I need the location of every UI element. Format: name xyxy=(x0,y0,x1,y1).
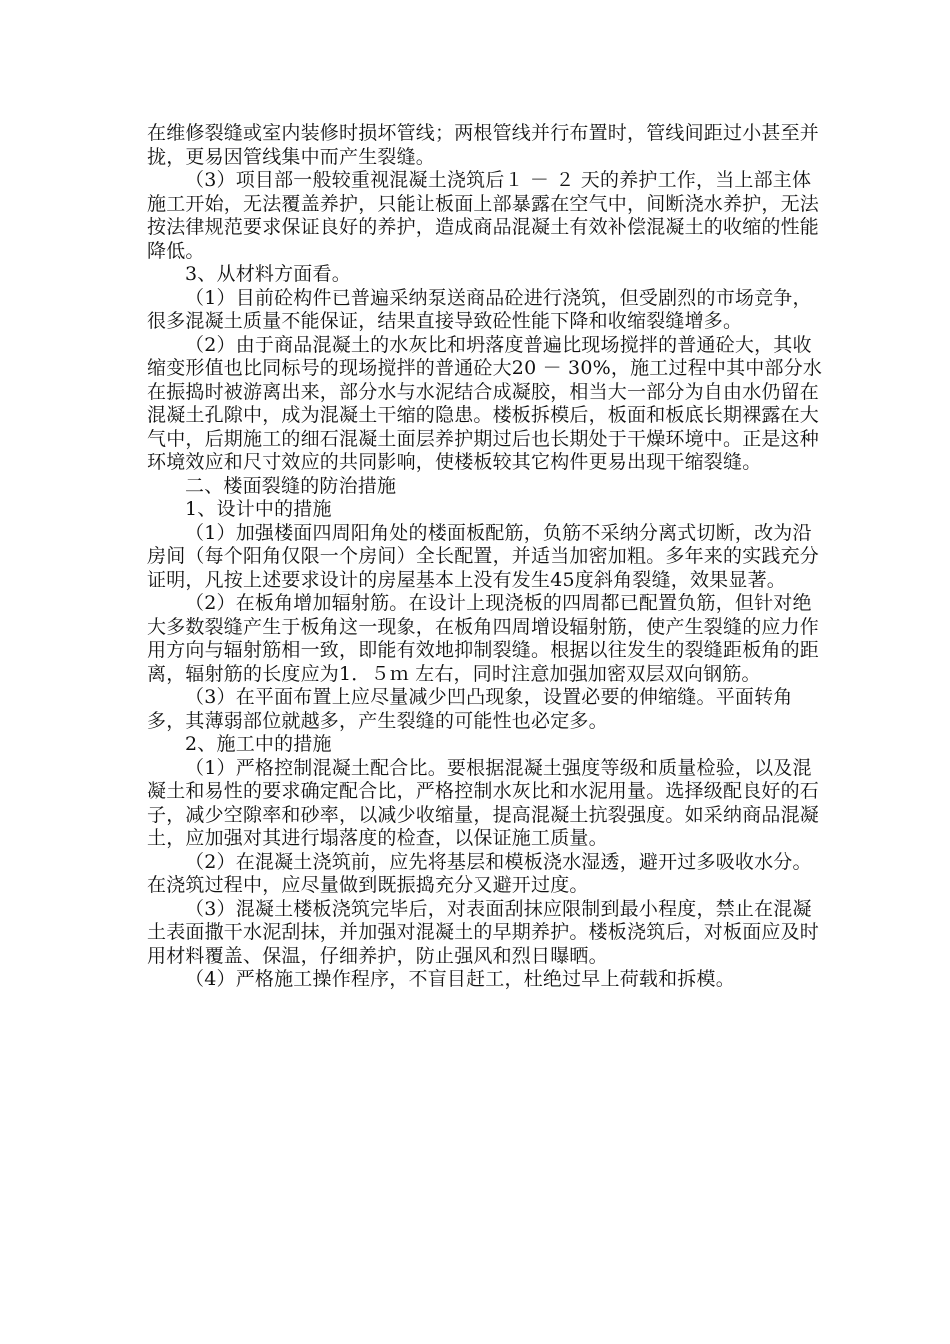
section-heading-6: 二、楼面裂缝的防治措施 xyxy=(185,474,397,497)
section-heading-3: 3、从材料方面看。 xyxy=(185,263,351,285)
section-heading-11: 2、施工中的措施 xyxy=(185,733,332,755)
paragraph-13: （2）在混凝土浇筑前，应先将基层和模板浇水湿透，避开过多吸收水分。在浇筑过程中，应尽量做到既振捣充分又避开过度。 xyxy=(147,850,812,896)
document-body xyxy=(147,122,823,992)
paragraph-10: （3）在平面布置上应尽量减少凹凸现象，设置必要的伸缩缝。平面转角多，其薄弱部位就越多，产生裂缝的可能性也必定多。 xyxy=(147,686,793,732)
paragraph-5: （2）由于商品混凝土的水灰比和坍落度普遍比现场搅拌的普通砼大，其收缩变形值也比同标号的现场搅拌的普通砼大20 － 30%，施工过程中其中部分水在振捣时被游离出来，部分水与水泥结合成凝胶，相当大一部分为自由水仍留在混凝土孔隙中，成为混凝土干缩的隐患。楼板拆模后，板面和板底长期裸露在大气中，后期施工的细石混凝土面层养护期过后也长期处于干燥环境中。正是这种环境效应和尺寸效应的共同影响，使楼板较其它构件更易出现干缩裂缝。 xyxy=(147,333,823,473)
paragraph-12: （1）严格控制混凝土配合比。要根据混凝土强度等级和质量检验，以及混凝土和易性的要求确定配合比，严格控制水灰比和水泥用量。选择级配良好的石子，减少空隙率和砂率，以减少收缩量，提高混凝土抗裂强度。如采纳商品混凝土，应加强对其进行塌落度的检查，以保证施工质量。 xyxy=(147,756,820,849)
paragraph-2: （3）项目部一般较重视混凝土浇筑后１ － ２ 天的养护工作，当上部主体施工开始，无法覆盖养护，只能让板面上部暴露在空气中，间断浇水养护，无法按法律规范要求保证良好的养护，造成商品混凝土有效补偿混凝土的收缩的性能降低。 xyxy=(147,169,820,262)
paragraph-9: （2）在板角增加辐射筋。在设计上现浇板的四周都已配置负筋，但针对绝大多数裂缝产生于板角这一现象，在板角四周增设辐射筋，使产生裂缝的应力作用方向与辐射筋相一致，即能有效地抑制裂缝。根据以往发生的裂缝距板角的距离，辐射筋的长度应为1．５ｍ 左右，同时注意加强加密双层双向钢筋。 xyxy=(147,592,820,685)
paragraph-15: （4）严格施工操作程序，不盲目赶工，杜绝过早上荷载和拆模。 xyxy=(185,968,735,990)
section-heading-7: 1、设计中的措施 xyxy=(185,498,332,520)
paragraph-8: （1）加强楼面四周阳角处的楼面板配筋，负筋不采纳分离式切断，改为沿房间（每个阳角仅限一个房间）全长配置，并适当加密加粗。多年来的实践充分证明，凡按上述要求设计的房屋基本上没有发生45度斜角裂缝，效果显著。 xyxy=(147,521,820,591)
paragraph-14: （3）混凝土楼板浇筑完毕后，对表面刮抹应限制到最小程度，禁止在混凝土表面撒干水泥刮抹，并加强对混凝土的早期养护。楼板浇筑后，对板面应及时用材料覆盖、保温，仔细养护，防止强风和烈日曝晒。 xyxy=(147,897,820,967)
paragraph-1: 在维修裂缝或室内装修时损坏管线；两根管线并行布置时，管线间距过小甚至并拢，更易因管线集中而产生裂缝。 xyxy=(147,122,820,168)
paragraph-4: （1）目前砼构件已普遍采纳泵送商品砼进行浇筑，但受剧烈的市场竞争，很多混凝土质量不能保证，结果直接导致砼性能下降和收缩裂缝增多。 xyxy=(147,286,812,332)
